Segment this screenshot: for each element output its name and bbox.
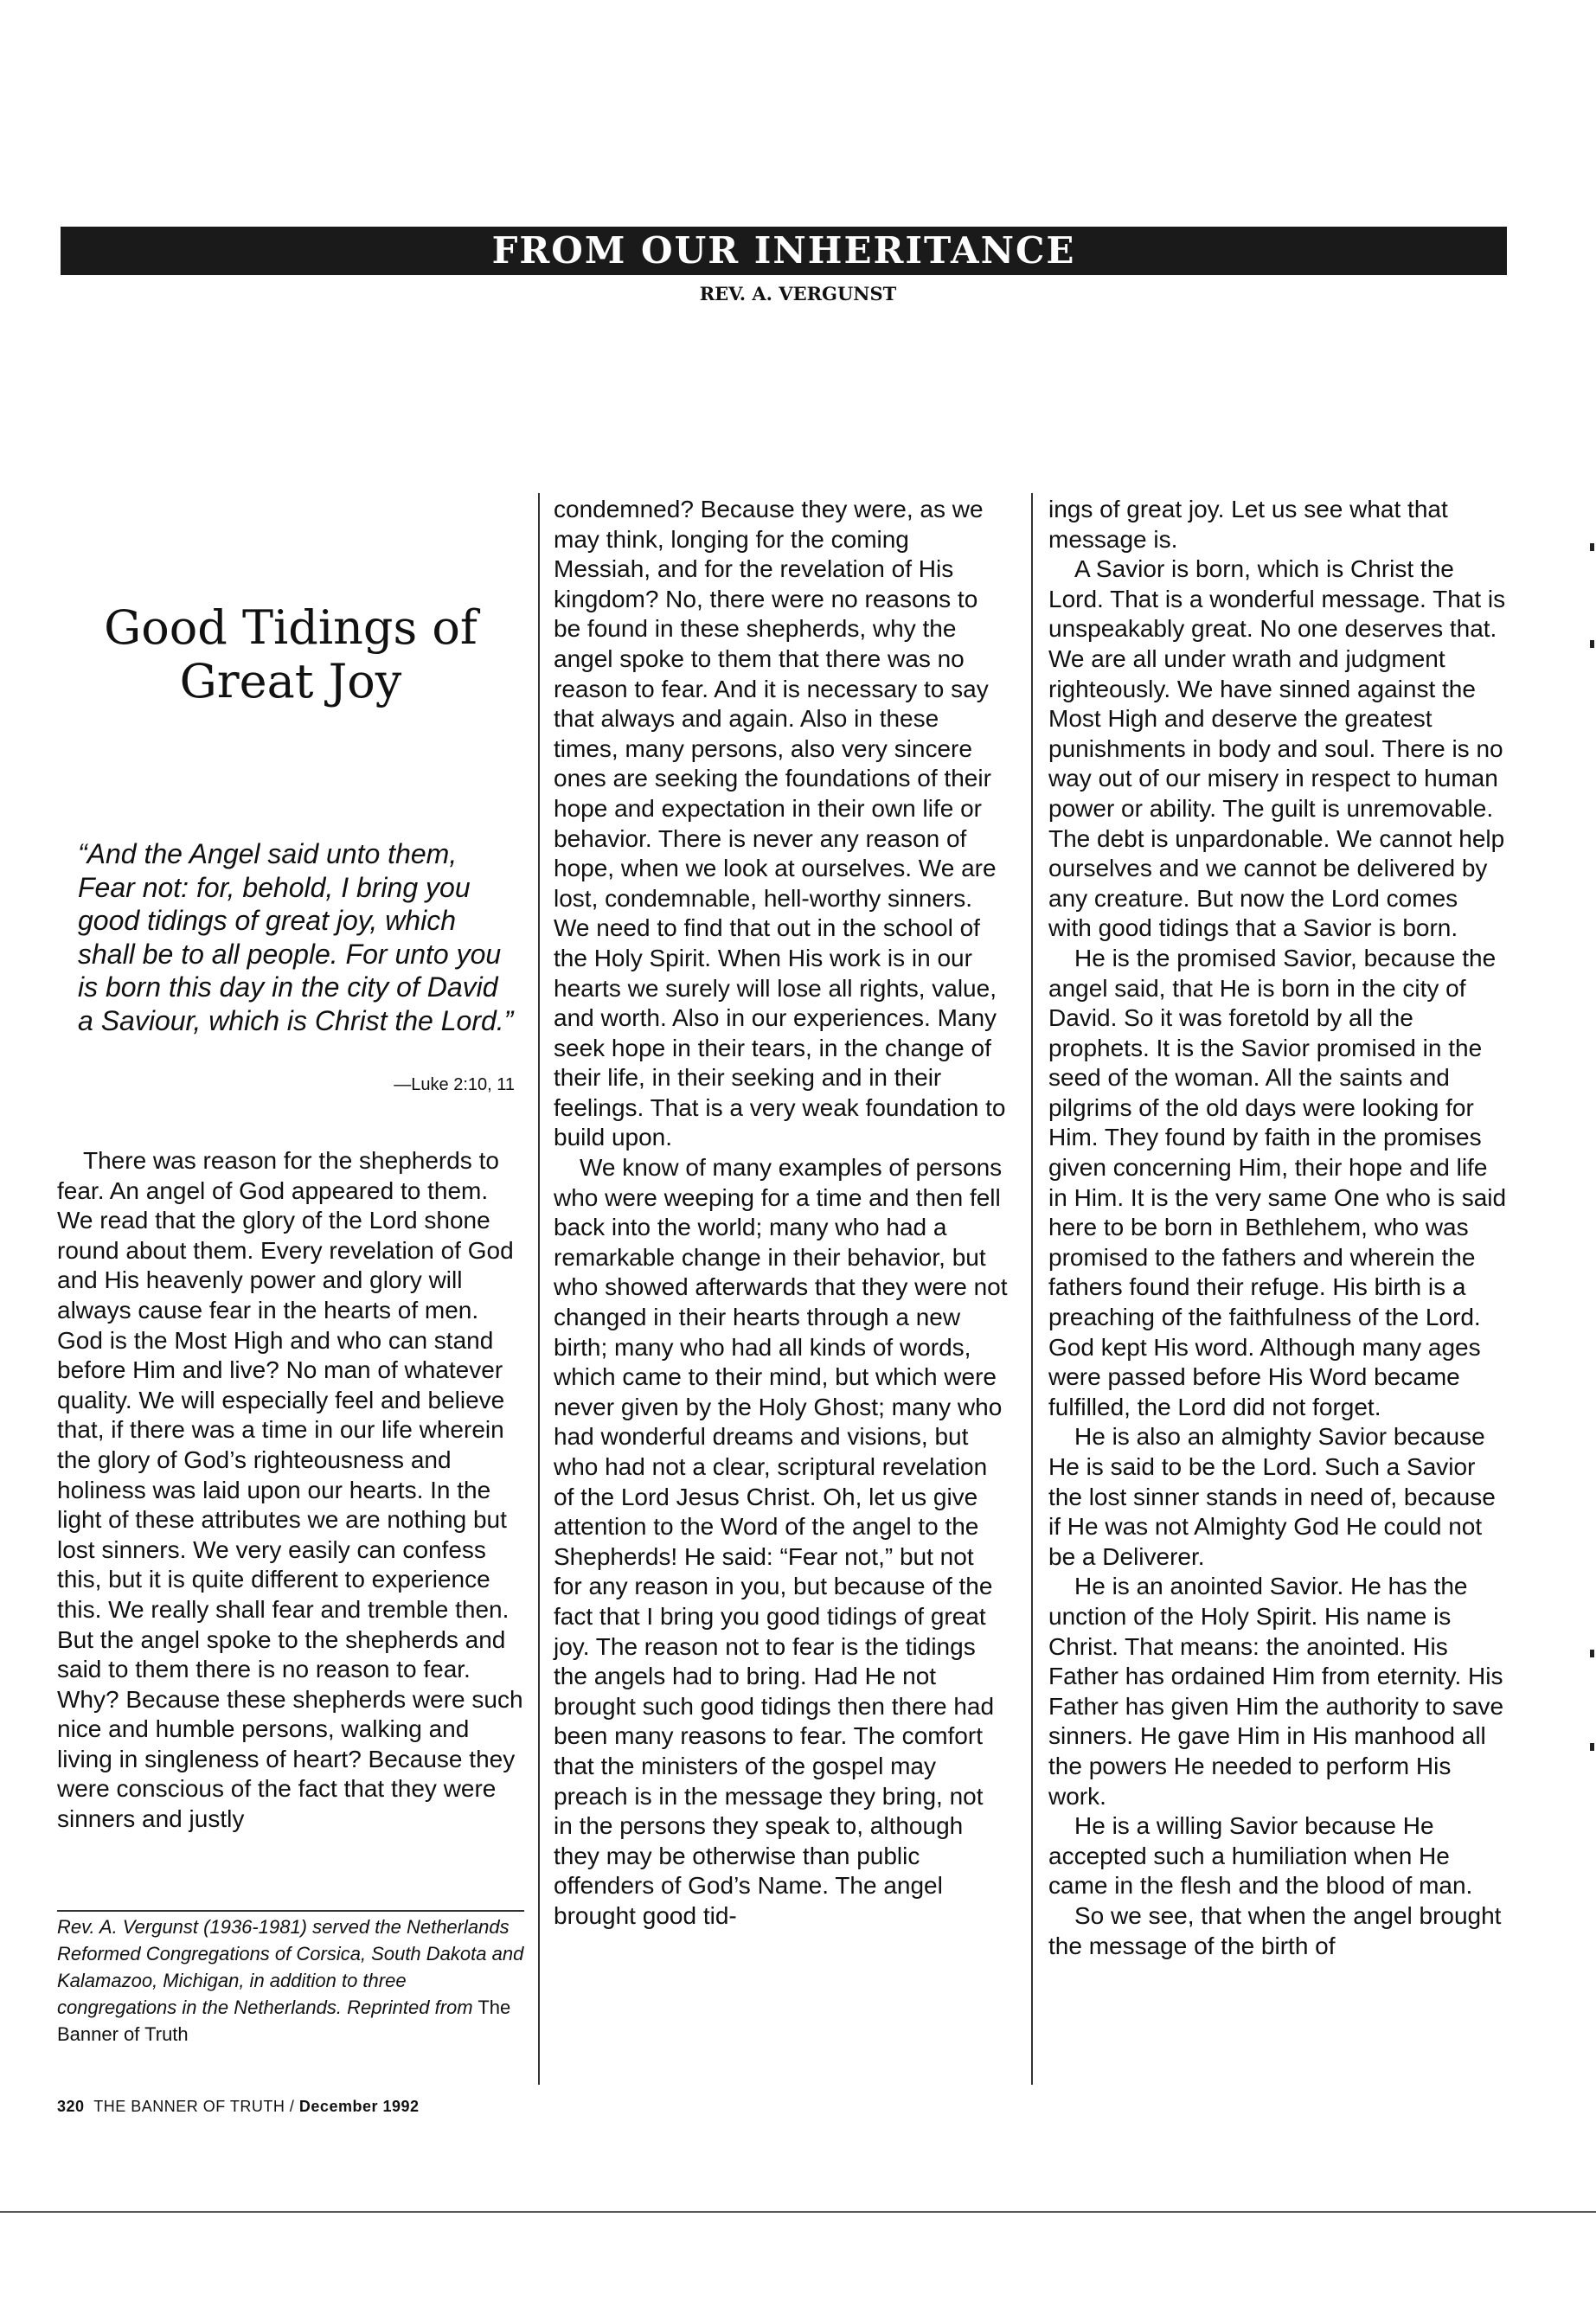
paragraph: There was reason for the shepherds to fear. An angel of God appeared to them. We read that the glory of the Lord shone round about them. Every revelation of God and His heavenly power and glory will always cause fear in the hearts of men. God is the Most High and who can stand before Him and live? No man of whatever quality. We will especially feel and believe that, if there was a time in our life wherein the glory of God’s righteousness and holiness was laid upon our hearts. In the light of these attributes we are nothing but lost sinners. We very easily can confess this, but it is quite different to experience this. We really shall fear and tremble then. But the angel spoke to the shepherds and said to them there is no reason to fear. Why? Because these shepherds were such nice and humble persons, walking and living in singleness of heart? Because they were conscious of the fact that they were sinners and justly [57,1147,523,1833]
scan-mark [1590,1650,1594,1657]
paragraph: He is an anointed Savior. He has the unction of the Holy Spirit. His name is Christ. That means: the anointed. His Father has ordained Him from eternity. His Father has given Him the authority to save sinners. He gave Him in His manhood all the powers He needed to perform His work. [1048,1573,1504,1810]
footnote-divider [57,1910,524,1912]
footnote-italic-text: Rev. A. Vergunst (1936-1981) served the Netherlands Reformed Congregations of Corsica, South Dakota and Kalamazoo, Michigan, in addition to three congregations in the Netherlands. Reprinted from [57,1916,524,2018]
epigraph-reference: —Luke 2:10, 11 [394,1075,515,1094]
epigraph: “And the Angel said unto them, Fear not: for, behold, I bring you good tidings of great joy, which shall be to all people. For unto you is born this day in the city of David a Saviour, which is Christ the Lord.” [78,838,514,1036]
footnote-publication: The Banner of Truth [57,1997,511,2045]
article-title-line-1: Good Tidings of [104,600,478,655]
paragraph: We know of many examples of persons who were weeping for a time and then fell back into the world; many who had a remarkable change in their behavior, but who showed afterwards that they were not changed in their hearts through a new birth; many who had all kinds of words, which came to their mind, but which were never given by the Holy Ghost; many who had wonderful dreams and visions, but who had not a clear, scriptural revelation of the Lord Jesus Christ. Oh, let us give attention to the Word of the angel to the Shepherds! He said: “Fear not,” but not for any reason in you, but because of the fact that I bring you good tidings of great joy. The reason not to fear is the tidings the angels had to bring. Had He not brought such good tidings then there had been many reasons to fear. The comfort that the ministers of the gospel may preach is in the message they bring, not in the persons they speak to, although they may be otherwise than public offenders of God’s Name. The angel brought good tid- [554,1154,1008,1929]
paragraph: He is also an almighty Savior because He is said to be the Lord. Such a Savior the lost sinner stands in need of, because if He was not Almighty God He could not be a Deliverer. [1048,1423,1496,1570]
paragraph: A Savior is born, which is Christ the Lord. That is a wonderful message. That is unspeakably great. No one deserves that. We are all under wrath and judgment righteously. We have sinned against the Most High and deserve the greatest punishments in body and soul. There is no way out of our misery in respect to human power or ability. The guilt is unremovable. The debt is unpardonable. We cannot help ourselves and we cannot be delivered by any creature. But now the Lord comes with good tidings that a Savior is born. [1048,555,1506,942]
paragraph: So we see, that when the angel brought the message of the birth of [1048,1901,1502,1959]
column-2 [554,495,1008,1932]
author-footnote [57,1913,524,2048]
scan-mark [1590,640,1594,648]
author-byline: REV. A. VERGUNST [699,283,897,304]
page-number: 320 [57,2098,85,2115]
column-3 [1048,495,1507,1961]
publication-name: THE BANNER OF TRUTH / [93,2098,299,2115]
column-1 [57,1146,524,1835]
paragraph: He is a willing Savior because He accepted such a humiliation when He came in the flesh and the blood of man. [1048,1812,1473,1900]
page-footer [57,2098,420,2116]
scan-mark [1590,1743,1594,1751]
column-divider-1 [538,493,540,2085]
issue-date: December 1992 [298,2098,420,2115]
scan-mark [1590,543,1594,551]
paragraph: ings of great joy. Let us see what that message is. [1048,496,1448,553]
article-title-line-2: Great Joy [179,654,402,708]
column-divider-2 [1031,493,1033,2085]
scan-bottom-edge [0,2211,1596,2213]
section-banner: FROM OUR INHERITANCE [61,227,1507,275]
paragraph: He is the promised Savior, because the angel said, that He is born in the city of David. So it was foretold by all the prophets. It is the Savior promised in the seed of the woman. All the saints and pilgrims of the old days were looking for Him. They found by faith in the promises given concerning Him, their hope and life in Him. It is the very same One who is said here to be born in Bethlehem, who was promised to the fathers and wherein the fathers found their refuge. His birth is a preaching of the faithfulness of the Lord. God kept His word. Although many ages were passed before His Word became fulfilled, the Lord did not forget. [1048,944,1507,1420]
article-title [57,601,524,708]
paragraph: condemned? Because they were, as we may think, longing for the coming Messiah, and for the revelation of His kingdom? No, there were no reasons to be found in these shepherds, why the angel spoke to them that there was no reason to fear. And it is necessary to say that always and again. Also in these times, many persons, also very sincere ones are seeking the foundations of their hope and expectation in their own life or behavior. There is never any reason of hope, when we look at ourselves. We are lost, condemnable, hell-worthy sinners. We need to find that out in the school of the Holy Spirit. When His work is in our hearts we surely will lose all rights, value, and worth. Also in our experiences. Many seek hope in their tears, in the change of their life, in their seeking and in their feelings. That is a very weak foundation to build upon. [554,496,1006,1151]
